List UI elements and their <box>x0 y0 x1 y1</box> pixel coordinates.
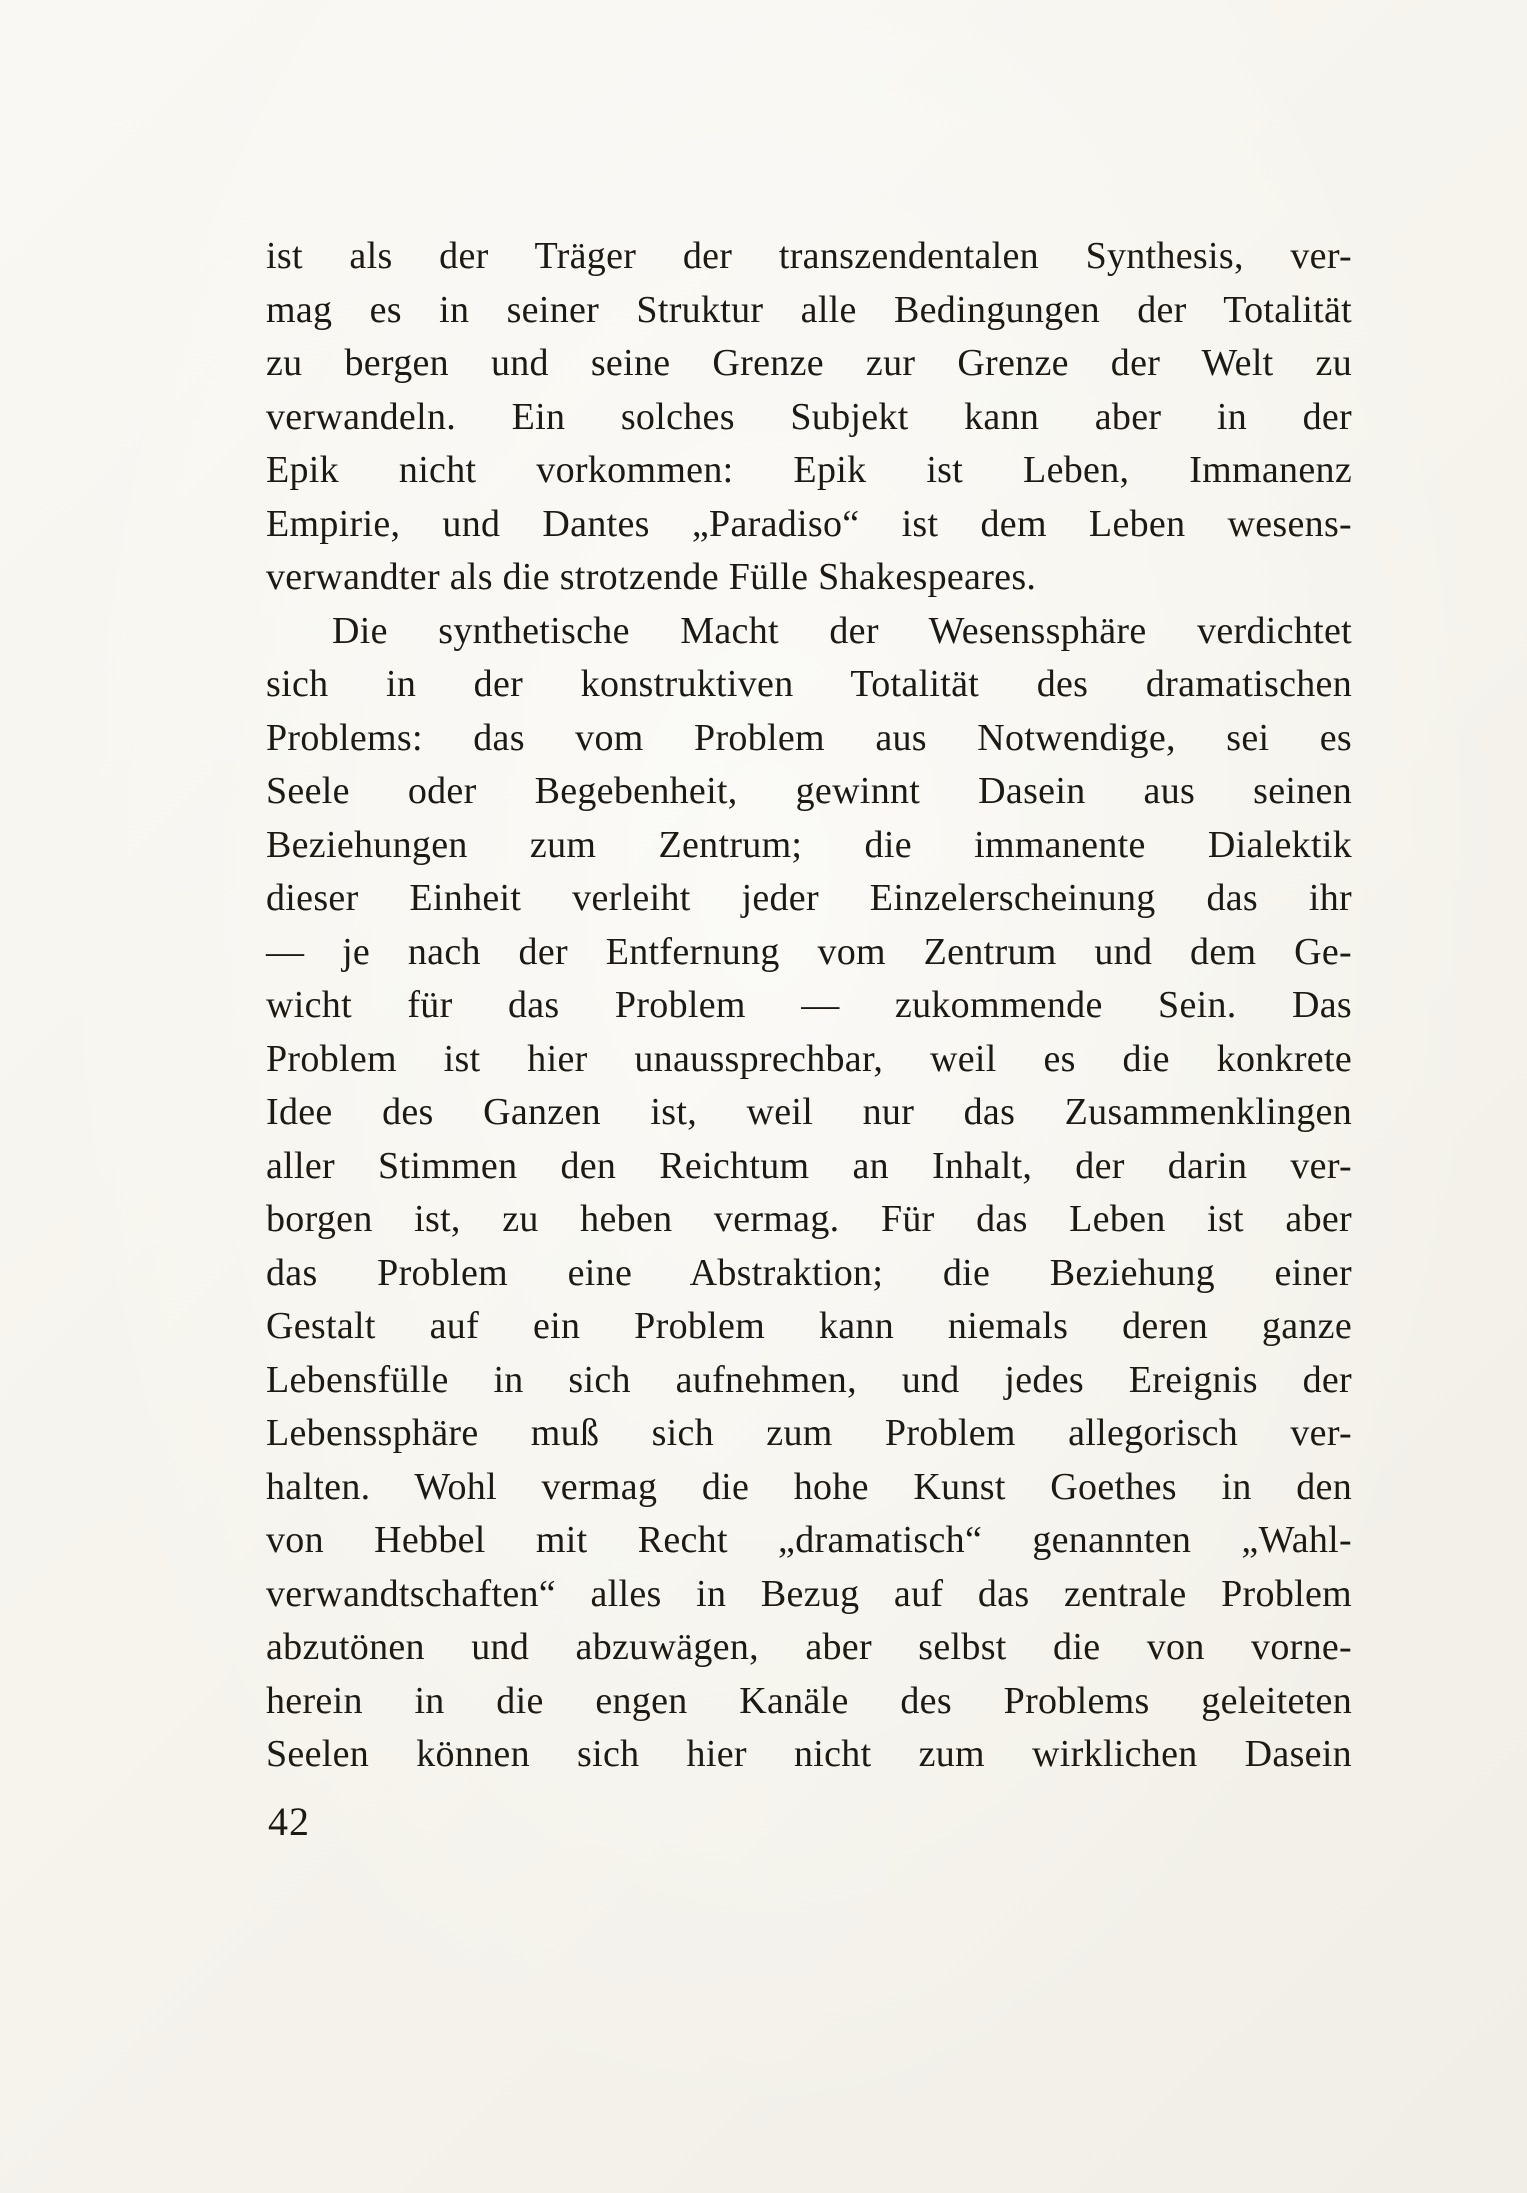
text-line: Beziehungen zum Zentrum; die immanente Dialektik <box>266 823 1352 866</box>
text-line: von Hebbel mit Recht „dramatisch“ genannten „Wahl- <box>266 1519 1352 1561</box>
text-line: Epik nicht vorkommen: Epik ist Leben, Immanenz <box>266 449 1352 491</box>
text-line: sich in der konstruktiven Totalität des dramatischen <box>266 663 1352 705</box>
text-line: Empirie, und Dantes „Paradiso“ ist dem Leben wesens- <box>266 502 1352 545</box>
text-line: dieser Einheit verleiht jeder Einzelerscheinung das ihr <box>266 877 1352 919</box>
text-line: herein in die engen Kanäle des Problems geleiteten <box>266 1679 1352 1722</box>
text-line: Idee des Ganzen ist, weil nur das Zusammenklingen <box>266 1091 1352 1133</box>
text-line: halten. Wohl vermag die hohe Kunst Goethes in den <box>266 1465 1352 1508</box>
text-line: zu bergen und seine Grenze zur Grenze der Welt zu <box>266 342 1352 384</box>
text-line: ist als der Träger der transzendentalen Synthesis, ver- <box>266 235 1352 277</box>
text-line: das Problem eine Abstraktion; die Beziehung einer <box>266 1251 1352 1294</box>
text-line: verwandtschaften“ alles in Bezug auf das zentrale Problem <box>266 1572 1352 1615</box>
text-line: — je nach der Entfernung vom Zentrum und dem Ge- <box>266 930 1352 973</box>
text-line: Seelen können sich hier nicht zum wirklichen Dasein <box>266 1733 1352 1775</box>
text-line: verwandter als die strotzende Fülle Shakespeares. <box>266 556 1037 598</box>
text-line: borgen ist, zu heben vermag. Für das Leben ist aber <box>266 1198 1352 1240</box>
text-line: Seele oder Begebenheit, gewinnt Dasein aus seinen <box>266 770 1352 812</box>
text-line: wicht für das Problem — zukommende Sein. Das <box>266 984 1352 1026</box>
text-line: aller Stimmen den Reichtum an Inhalt, der darin ver- <box>266 1144 1352 1187</box>
text-line: abzutönen und abzuwägen, aber selbst die von vorne- <box>266 1626 1352 1668</box>
text-line: Gestalt auf ein Problem kann niemals deren ganze <box>266 1305 1352 1347</box>
text-line: Lebenssphäre muß sich zum Problem allegorisch ver- <box>266 1412 1352 1454</box>
text-block <box>266 230 1352 1782</box>
page-number: 42 <box>268 1799 310 1844</box>
text-line: Problem ist hier unaussprechbar, weil es die konkrete <box>266 1037 1352 1080</box>
text-line: verwandeln. Ein solches Subjekt kann aber in der <box>266 395 1352 438</box>
text-line: mag es in seiner Struktur alle Bedingungen der Totalität <box>266 288 1352 331</box>
text-line: Die synthetische Macht der Wesenssphäre verdichtet <box>332 609 1352 652</box>
text-line: Problems: das vom Problem aus Notwendige, sei es <box>266 716 1352 759</box>
text-line: Lebensfülle in sich aufnehmen, und jedes Ereignis der <box>266 1358 1352 1401</box>
